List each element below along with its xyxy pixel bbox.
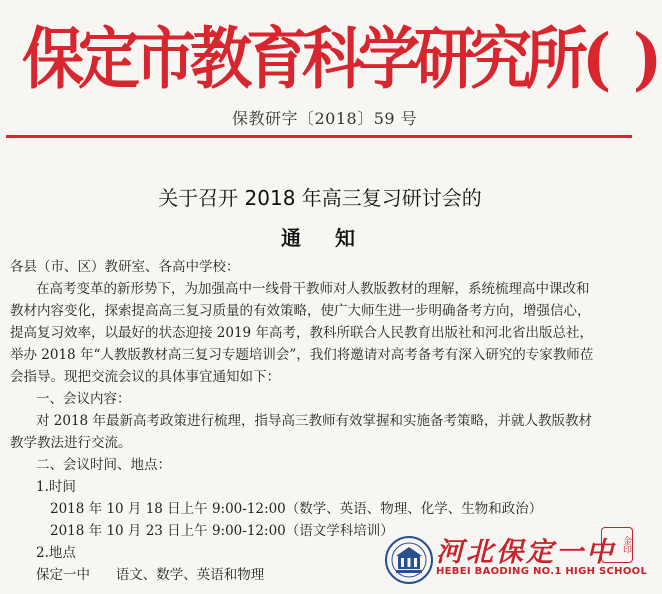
school-name-en: HEBEI BAODING NO.1 HIGH SCHOOL bbox=[436, 566, 648, 577]
time-line: 2018 年 10 月 23 日上午 9:00-12:00（语文学科培训） bbox=[50, 523, 394, 539]
org-title: 保定市教育科学研究所 bbox=[22, 19, 583, 99]
time-heading: 1.时间 bbox=[36, 479, 76, 495]
section-heading-time-place: 二、会议时间、地点： bbox=[36, 457, 171, 473]
red-stamp: 金印 bbox=[601, 527, 633, 563]
header-divider bbox=[6, 135, 632, 138]
document-number: 保教研字〔2018〕59 号 bbox=[232, 109, 418, 128]
salutation: 各县（市、区）教研室、各高中学校： bbox=[10, 259, 240, 275]
section-heading-content: 一、会议内容： bbox=[36, 391, 131, 407]
org-header bbox=[22, 14, 662, 111]
paragraph-line: 教材内容变化，探索提高高三复习质量的有效策略，使广大师生进一步明确备考方向，增强信心， bbox=[10, 303, 591, 319]
notice-title: 关于召开 2018 年高三复习研讨会的 bbox=[158, 186, 482, 210]
school-name-cn: 河北保定一中 bbox=[436, 537, 616, 568]
place-line: 保定一中 语文、数学、英语和物理 bbox=[36, 567, 265, 583]
school-emblem-icon bbox=[384, 535, 434, 585]
paragraph-line: 会指导。现把交流会议的具体事宜通知如下： bbox=[10, 369, 280, 385]
paragraph-line: 对 2018 年最新高考政策进行梳理，指导高三教师有效掌握和实施备考策略，并就人教版教材 bbox=[36, 413, 592, 429]
time-line: 2018 年 10 月 18 日上午 9:00-12:00（数学、英语、物理、化学、生物和政治） bbox=[50, 501, 543, 517]
paragraph-line: 提高复习效率，以最好的状态迎接 2019 年高考，教科所联合人民教育出版社和河北省出版总社， bbox=[10, 325, 593, 341]
paragraph-line: 举办 2018 年“人教版教材高三复习专题培训会”，我们将邀请对高考备考有深入研究的专家教师莅 bbox=[10, 347, 594, 363]
place-heading: 2.地点 bbox=[36, 545, 76, 561]
paragraph-line: 教学教法进行交流。 bbox=[10, 435, 132, 451]
paragraph-line: 在高考变革的新形势下，为加强高中一线骨干教师对人教版教材的理解，系统梳理高中课改和 bbox=[36, 281, 590, 297]
org-title-paren: ( ) bbox=[582, 19, 662, 99]
notice-subtitle: 通知 bbox=[281, 226, 389, 250]
